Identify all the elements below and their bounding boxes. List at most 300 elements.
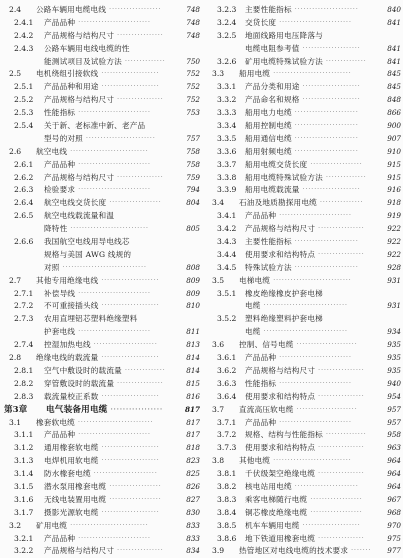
- entry-page-number: 916: [387, 185, 401, 195]
- entry-number: 3.8.6: [217, 533, 237, 543]
- entry-page-number: 940: [387, 378, 401, 388]
- entry-page-number: 922: [387, 224, 401, 234]
- entry-page-number: 833: [186, 520, 200, 530]
- toc-entry: [209, 107, 401, 120]
- leader-dots: ··················: [310, 508, 363, 516]
- toc-entry: [209, 56, 401, 69]
- entry-number: 3.3.1: [217, 82, 237, 92]
- entry-page-number: 964: [387, 481, 401, 491]
- toc-entry: [209, 197, 401, 210]
- entry-number: 2.5: [9, 69, 22, 79]
- entry-number: 3.5: [212, 275, 225, 285]
- entry-page-number: 907: [387, 133, 401, 143]
- toc-entry: [4, 417, 200, 430]
- entry-title: 石油及地质勘探用电缆: [239, 198, 317, 208]
- entry-page-number: 748: [186, 17, 200, 27]
- entry-title: 产品命名和规格: [245, 95, 300, 105]
- entry-number: 3.2.2: [14, 546, 34, 556]
- leader-dots: ······················: [294, 6, 359, 13]
- leader-dots: ····················: [101, 276, 160, 284]
- entry-title: 其他电缆: [239, 456, 271, 466]
- entry-number: 3.6.3: [217, 378, 237, 388]
- entry-title: 我国航空电线用导电线芯: [44, 237, 130, 247]
- entry-title: 航空电线交货长度: [44, 198, 107, 208]
- entry-title: 通用橡套软电缆: [44, 443, 99, 453]
- entry-title: 检验要求: [44, 185, 76, 195]
- entry-title: 铜芯橡皮绝缘电缆: [245, 507, 308, 517]
- entry-number: 3.6.2: [217, 365, 237, 375]
- entry-number: 2.6: [9, 146, 22, 156]
- entry-page-number: 817: [186, 430, 200, 440]
- entry-page-number: 810: [186, 301, 200, 311]
- entry-number: 3.6.1: [217, 353, 237, 363]
- entry-number: 2.6.4: [14, 198, 34, 208]
- entry-number: 3.5.1: [217, 288, 237, 298]
- entry-page-number: 823: [186, 456, 200, 466]
- leader-dots: ····················: [101, 354, 160, 362]
- entry-page-number: 964: [387, 456, 401, 466]
- entry-title: 规格、结构与性能指标: [245, 430, 323, 440]
- entry-title: 规格与美国 AWG 线规的: [44, 249, 132, 259]
- toc-entry: [209, 494, 401, 507]
- toc-entry: [4, 56, 200, 69]
- entry-page-number: 934: [387, 327, 401, 337]
- entry-title: 直流高压软电缆: [239, 404, 294, 414]
- leader-dots: ··················: [310, 495, 363, 503]
- entry-number: 2.8.1: [14, 365, 34, 375]
- toc-entry: [209, 236, 401, 249]
- entry-number: 3.3.8: [217, 172, 237, 182]
- entry-page-number: 915: [387, 159, 401, 169]
- toc-entry: [4, 326, 200, 339]
- entry-number: 3.1.1: [14, 430, 34, 440]
- entry-number: 2.5.2: [14, 95, 34, 105]
- toc-entry: [4, 313, 200, 326]
- leader-dots: ················: [117, 173, 164, 181]
- toc-entry: [209, 223, 401, 236]
- entry-number: 3.3.3: [217, 108, 237, 118]
- toc-entry: [209, 30, 401, 43]
- leader-dots: ·····························: [62, 263, 147, 271]
- entry-page-number: 814: [186, 365, 200, 375]
- entry-page-number: 804: [186, 198, 200, 208]
- entry-title: 矿用电缆: [36, 520, 68, 530]
- entry-title: 地面线路用电压降落与: [245, 30, 323, 40]
- toc-entry: [209, 378, 401, 391]
- entry-number: 3.9: [212, 546, 225, 556]
- toc-entry: [4, 429, 200, 442]
- entry-number: 3.2: [9, 520, 22, 530]
- leader-dots: ·························: [279, 418, 352, 426]
- toc-entry: [209, 520, 401, 533]
- entry-title: 能测试项目及试验方法: [44, 56, 122, 66]
- leader-dots: ······················: [294, 122, 359, 130]
- leader-dots: ···························: [273, 70, 352, 78]
- entry-title: 型号的对照: [44, 133, 83, 143]
- entry-page-number: 935: [387, 353, 401, 363]
- leader-dots: ··················: [109, 6, 162, 13]
- entry-title: 产品规格与结构尺寸: [245, 224, 316, 234]
- entry-page-number: 931: [387, 275, 401, 285]
- entry-title: 产品分类和用途: [245, 82, 300, 92]
- entry-number: 3.7.3: [217, 443, 237, 453]
- toc-entry: [209, 275, 401, 288]
- entry-number: 3.3.6: [217, 146, 237, 156]
- leader-dots: ·····························: [263, 302, 348, 310]
- entry-title: 控制、信号电缆: [239, 340, 294, 350]
- leader-dots: ························: [85, 134, 156, 142]
- entry-number: 3.4.3: [217, 237, 237, 247]
- entry-page-number: 922: [387, 237, 401, 247]
- leader-dots: ···························: [70, 521, 149, 529]
- toc-entry: [4, 210, 200, 223]
- entry-title: 船用电缆: [239, 69, 271, 79]
- entry-page-number: 752: [186, 95, 200, 105]
- toc-entry: [209, 94, 401, 107]
- leader-dots: ·························: [279, 354, 352, 362]
- entry-title: 产品规格与结构尺寸: [44, 95, 115, 105]
- entry-number: 3.4.1: [217, 211, 237, 221]
- entry-title: 使用要求和结构特点: [245, 443, 316, 453]
- entry-title: 特殊试验方法: [245, 262, 292, 272]
- leader-dots: ·························: [78, 186, 151, 194]
- leader-dots: ·························: [78, 431, 151, 439]
- toc-entry: [4, 494, 200, 507]
- entry-page-number: 748: [186, 30, 200, 40]
- entry-title: 空气中敷设时的载流量: [44, 365, 122, 375]
- leader-dots: ··············: [325, 431, 367, 439]
- toc-entry: [4, 146, 200, 159]
- toc-entry: [209, 455, 401, 468]
- entry-number: 2.5.3: [14, 108, 34, 118]
- entry-title: 船用电缆交货长度: [245, 159, 308, 169]
- leader-dots: ··············: [124, 57, 166, 65]
- entry-number: 2.6.6: [14, 237, 34, 247]
- entry-number: 2.5.1: [14, 82, 34, 92]
- entry-page-number: 967: [387, 494, 401, 504]
- toc-entry: [209, 339, 401, 352]
- leader-dots: ······················: [93, 341, 158, 349]
- entry-page-number: 815: [186, 378, 200, 388]
- leader-dots: ·······: [351, 547, 372, 555]
- entry-title: 热管地区对电线电缆的技术要求: [239, 546, 349, 556]
- toc-entry: [4, 275, 200, 288]
- toc-entry: [4, 120, 200, 133]
- entry-title: 性能指标: [44, 108, 76, 118]
- leader-dots: ····················: [101, 83, 160, 91]
- entry-number: 3.1.3: [14, 456, 34, 466]
- entry-page-number: 750: [186, 56, 200, 66]
- entry-title: 不可重接插头线: [44, 301, 99, 311]
- entry-number: 3.6: [212, 340, 225, 350]
- entry-title: 使用要求和结构特点: [245, 249, 316, 259]
- entry-title: 公路车辆用电线电缆的性: [44, 43, 130, 53]
- entry-number: 3.2.6: [217, 56, 237, 66]
- toc-entry: [4, 455, 200, 468]
- entry-number: 2.6.2: [14, 172, 34, 182]
- leader-dots: ·························: [279, 379, 352, 387]
- leader-dots: ··············: [325, 173, 367, 181]
- toc-entry: [209, 68, 401, 81]
- entry-page-number: 915: [387, 172, 401, 182]
- entry-title: 船用电缆特殊试验方法: [245, 172, 323, 182]
- leader-dots: ················: [318, 470, 365, 478]
- entry-page-number: 757: [186, 133, 200, 143]
- leader-dots: ······················: [294, 134, 359, 142]
- leader-dots: ····················: [101, 444, 160, 452]
- entry-page-number: 833: [186, 533, 200, 543]
- entry-title: 主要性能指标: [245, 237, 292, 247]
- entry-page-number: 817: [186, 417, 200, 427]
- toc-entry: [209, 249, 401, 262]
- entry-page-number: 957: [387, 404, 401, 414]
- entry-number: 3.2.1: [14, 533, 34, 543]
- toc-entry: [4, 365, 200, 378]
- entry-number: 3.8: [212, 456, 225, 466]
- entry-page-number: 809: [186, 288, 200, 298]
- toc-entry: [209, 300, 401, 313]
- entry-title: 其他专用绝缘电线: [36, 275, 99, 285]
- entry-page-number: 963: [387, 443, 401, 453]
- leader-dots: ················: [117, 379, 164, 387]
- toc-entry: [4, 43, 200, 56]
- entry-number: 2.8.2: [14, 378, 34, 388]
- entry-title: 摄影光源软电缆: [44, 507, 99, 517]
- entry-title: 核电站用电缆: [245, 481, 292, 491]
- entry-number: 3.2.4: [217, 17, 237, 27]
- toc-entry: [209, 507, 401, 520]
- entry-title: 千伏级架空绝缘电缆: [245, 469, 316, 479]
- entry-page-number: 840: [387, 5, 401, 14]
- leader-dots: ······················: [294, 238, 359, 246]
- entry-page-number: 841: [387, 56, 401, 66]
- entry-page-number: 919: [387, 211, 401, 221]
- entry-title: 船用电力电缆: [245, 108, 292, 118]
- entry-number: 3.3.4: [217, 121, 237, 131]
- leader-dots: ······················: [93, 470, 158, 478]
- entry-page-number: 910: [387, 146, 401, 156]
- toc-entry: [4, 249, 200, 262]
- toc-entry: [4, 545, 200, 558]
- entry-title: 主要性能指标: [245, 5, 292, 14]
- leader-dots: ····················: [302, 96, 361, 104]
- entry-title: 潜水泵用橡套电缆: [44, 481, 107, 491]
- leader-dots: ················: [117, 31, 164, 39]
- entry-page-number: 758: [186, 146, 200, 156]
- entry-title: 船用通信电缆: [245, 133, 292, 143]
- toc-entry: [209, 429, 401, 442]
- entry-number: 2.8.3: [14, 391, 34, 401]
- leader-dots: ·························: [78, 534, 151, 542]
- toc-left-column: [4, 4, 200, 558]
- entry-number: 第3章: [4, 404, 28, 415]
- leader-dots: ··············: [325, 57, 367, 65]
- entry-page-number: 826: [186, 481, 200, 491]
- toc-entry: [4, 262, 200, 275]
- entry-title: 船用电缆载流量: [245, 185, 300, 195]
- leader-dots: ····················: [101, 508, 160, 516]
- entry-page-number: 900: [387, 121, 401, 131]
- toc-entry: [4, 442, 200, 455]
- entry-title: 电梯电缆: [239, 275, 271, 285]
- leader-dots: ················: [318, 444, 365, 452]
- toc-entry: [4, 468, 200, 481]
- entry-page-number: 931: [387, 301, 401, 311]
- entry-page-number: 816: [186, 391, 200, 401]
- entry-number: 3.2.3: [217, 5, 237, 14]
- entry-number: 3.4.4: [217, 249, 237, 259]
- entry-page-number: 808: [186, 262, 200, 272]
- entry-title: 产品品种和用途: [44, 82, 99, 92]
- entry-title: 电缆: [245, 327, 261, 337]
- leader-dots: ················: [318, 366, 365, 374]
- toc-entry: [209, 288, 401, 301]
- entry-page-number: 758: [186, 159, 200, 169]
- toc-entry: [4, 533, 200, 546]
- entry-page-number: 834: [186, 546, 200, 556]
- entry-number: 3.4: [212, 198, 225, 208]
- entry-title: 性能指标: [245, 378, 277, 388]
- toc-entry: [209, 391, 401, 404]
- entry-number: 2.6.3: [14, 185, 34, 195]
- entry-page-number: 813: [186, 340, 200, 350]
- entry-number: 3.1.4: [14, 469, 34, 479]
- leader-dots: ······················: [294, 263, 359, 271]
- leader-dots: ·························: [78, 160, 151, 168]
- entry-page-number: 935: [387, 365, 401, 375]
- entry-title: 产品规格与结构尺寸: [44, 546, 115, 556]
- toc-entry: [209, 545, 401, 558]
- entry-number: 3.3.9: [217, 185, 237, 195]
- toc-entry: [209, 43, 401, 56]
- toc-entry: [4, 172, 200, 185]
- entry-number: 3.3.7: [217, 159, 237, 169]
- leader-dots: ····················: [302, 186, 361, 194]
- entry-number: 3.4.5: [217, 262, 237, 272]
- entry-number: 3.8.4: [217, 507, 237, 517]
- entry-title: 关于新、老标准中新、老产品: [44, 121, 146, 131]
- entry-page-number: 817: [184, 404, 200, 414]
- entry-title: 防水橡套电缆: [44, 469, 91, 479]
- entry-page-number: 935: [387, 340, 401, 350]
- entry-page-number: 964: [387, 469, 401, 479]
- toc-entry: [209, 417, 401, 430]
- toc-entry: [209, 17, 401, 30]
- entry-page-number: 866: [387, 108, 401, 118]
- entry-number: 3.1: [9, 417, 22, 427]
- toc-entry: [209, 326, 401, 339]
- toc-entry: [4, 352, 200, 365]
- leader-dots: ······················: [294, 482, 359, 490]
- toc-entry: [209, 352, 401, 365]
- toc-entry: [4, 197, 200, 210]
- leader-dots: ················: [117, 547, 164, 555]
- leader-dots: ·····························: [263, 328, 348, 336]
- entry-number: 2.7.1: [14, 288, 34, 298]
- entry-number: 3.8.1: [217, 469, 237, 479]
- leader-dots: ···························: [70, 225, 149, 233]
- entry-page-number: 811: [186, 327, 200, 337]
- entry-page-number: 968: [387, 507, 401, 517]
- entry-number: 3.1.2: [14, 443, 34, 453]
- entry-title: 对照: [44, 262, 60, 272]
- entry-title: 农用直埋铝芯塑料绝缘塑料: [44, 314, 138, 324]
- leader-dots: ··················: [109, 199, 162, 207]
- entry-page-number: 928: [387, 262, 401, 272]
- entry-number: 2.7: [9, 275, 22, 285]
- toc-entry: [209, 262, 401, 275]
- entry-title: 电机绕组引接软线: [36, 69, 99, 79]
- entry-number: 3.3.2: [217, 95, 237, 105]
- entry-title: 产品品种: [44, 159, 76, 169]
- leader-dots: ·························: [78, 328, 151, 336]
- leader-dots: ···························: [70, 147, 149, 155]
- entry-title: 橡套软电缆: [36, 417, 75, 427]
- entry-title: 乘客电梯随行电缆: [245, 494, 308, 504]
- toc-entry: [4, 288, 200, 301]
- toc-right-column: [209, 4, 401, 558]
- entry-title: 地下铁道用橡套电缆: [245, 533, 316, 543]
- toc-entry: [4, 339, 200, 352]
- entry-number: 3.8.5: [217, 520, 237, 530]
- entry-page-number: 922: [387, 249, 401, 259]
- entry-number: 2.4.1: [14, 17, 34, 27]
- entry-title: 船用控制电缆: [245, 121, 292, 131]
- leader-dots: ···············: [319, 199, 364, 207]
- entry-title: 产品规格与结构尺寸: [44, 172, 115, 182]
- toc-entry: [4, 404, 200, 417]
- leader-dots: ······················: [294, 109, 359, 117]
- leader-dots: ······················: [294, 147, 359, 155]
- entry-page-number: 841: [387, 43, 401, 53]
- toc-entry: [4, 68, 200, 81]
- entry-title: 公路车辆用电缆电线: [36, 5, 107, 14]
- toc-entry: [4, 507, 200, 520]
- entry-number: 3.1.6: [14, 494, 34, 504]
- entry-title: 穿管敷设时的载流量: [44, 378, 115, 388]
- entry-title: 载流量校正系数: [44, 391, 99, 401]
- entry-number: 3.8.2: [217, 481, 237, 491]
- entry-title: 产品品种: [44, 430, 76, 440]
- leader-dots: ····················: [101, 457, 160, 465]
- entry-number: 3.1.5: [14, 481, 34, 491]
- entry-number: 2.7.3: [14, 314, 34, 324]
- toc-entry: [209, 184, 401, 197]
- entry-page-number: 814: [186, 353, 200, 363]
- leader-dots: ··················: [310, 160, 363, 168]
- toc-entry: [209, 146, 401, 159]
- entry-page-number: 841: [387, 17, 401, 27]
- entry-number: 3.6.4: [217, 391, 237, 401]
- entry-number: 3.4.2: [217, 224, 237, 234]
- leader-dots: ·····················: [296, 341, 358, 349]
- toc-entry: [4, 30, 200, 43]
- entry-page-number: 827: [186, 494, 200, 504]
- leader-dots: ·························: [78, 289, 151, 297]
- entry-page-number: 954: [387, 391, 401, 401]
- entry-number: 2.4.2: [14, 30, 34, 40]
- toc-entry: [209, 468, 401, 481]
- toc-entry: [4, 133, 200, 146]
- entry-number: 2.8: [9, 353, 22, 363]
- entry-title: 机车车辆用电缆: [245, 520, 300, 530]
- leader-dots: ····················: [101, 70, 160, 78]
- entry-title: 产品品种: [44, 17, 76, 27]
- entry-title: 控湿加热电线: [44, 340, 91, 350]
- entry-title: 产品品种: [245, 417, 277, 427]
- toc-entry: [4, 17, 200, 30]
- entry-title: 产品规格与结构尺寸: [44, 30, 115, 40]
